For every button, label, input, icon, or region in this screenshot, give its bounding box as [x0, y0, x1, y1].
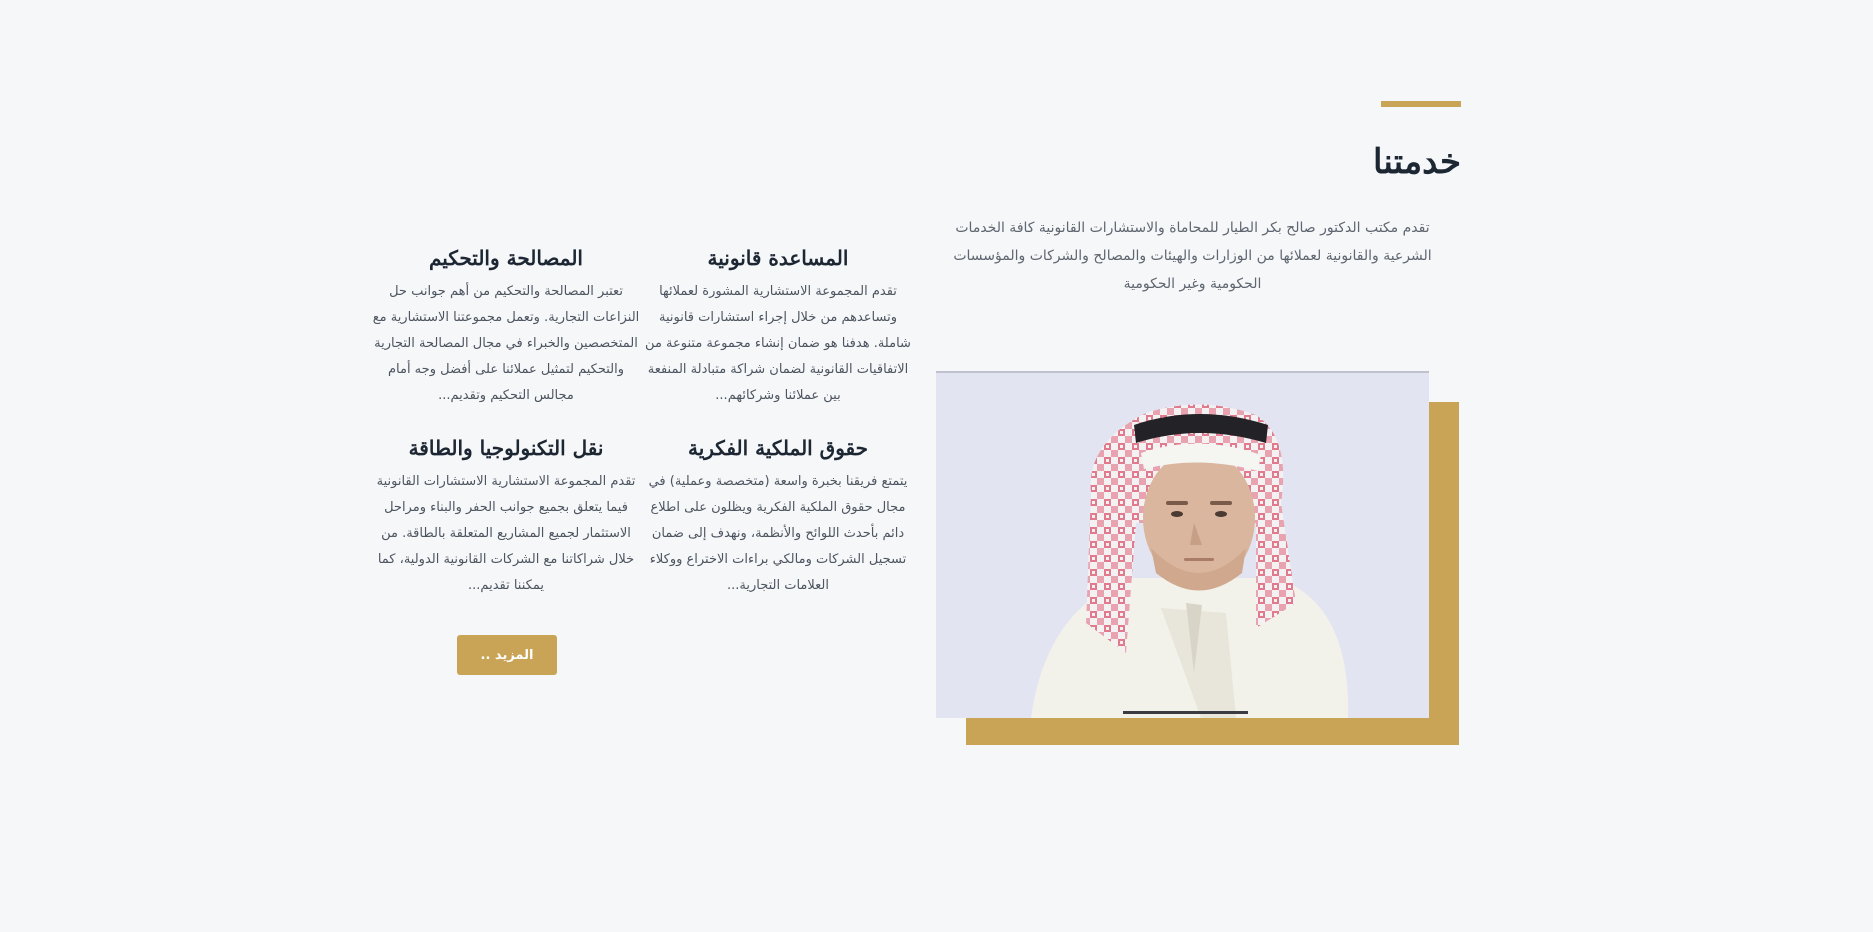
section-title: خدمتنا [1373, 142, 1461, 182]
service-description: يتمتع فريقنا بخبرة واسعة (متخصصة وعملية) في مجال حقوق الملكية الفكرية ويظلون على اطلاع دائم بأحدث اللوائح والأنظمة، ونهدف إلى ضمان تسجيل الشركات ومالكي براءات الاختراع ووكلاء العلامات التجارية... [648, 474, 908, 593]
service-title: نقل التكنولوجيا والطاقة [408, 436, 604, 460]
service-legal-assistance [642, 243, 914, 409]
service-title: حقوق الملكية الفكرية [687, 436, 869, 460]
section-intro: تقدم مكتب الدكتور صالح بكر الطيار للمحاماة والاستشارات القانونية كافة الخدمات الشرعية والقانونية لعملائها من الوزارات والهيئات والمصالح والشركات والمؤسسات الحكومية وغير الحكومية [953, 220, 1432, 292]
service-title: المصالحة والتحكيم [429, 246, 583, 270]
more-button[interactable]: المزيد .. [457, 635, 557, 675]
title-accent-line [1381, 101, 1461, 107]
service-technology-energy [370, 433, 642, 599]
founder-portrait [936, 371, 1429, 718]
service-reconciliation-arbitration [370, 243, 642, 409]
service-description: تقدم المجموعة الاستشارية الاستشارات القانونية فيما يتعلق بجميع جوانب الحفر والبناء ومراحل الاستثمار لجميع المشاريع المتعلقة بالطاقة. من خلال شراكاتنا مع الشركات القانونية الدولية، كما يمكننا تقديم... [376, 474, 636, 593]
service-title: المساعدة قانونية [707, 246, 849, 270]
service-intellectual-property [642, 433, 914, 599]
service-description: تقدم المجموعة الاستشارية المشورة لعملائها وتساعدهم من خلال إجراء استشارات قانونية شاملة. هدفنا هو ضمان إنشاء مجموعة متنوعة من الاتفاقيات القانونية لضمان شراكة متبادلة المنفعة بين عملائنا وشركائهم... [645, 284, 911, 403]
service-description: تعتبر المصالحة والتحكيم من أهم جوانب حل النزاعات التجارية. وتعمل مجموعتنا الاستشارية مع المتخصصين والخبراء في مجال المصالحة التجارية والتحكيم لتمثيل عملائنا على أفضل وجه أمام مجالس التحكيم وتقديم... [372, 284, 640, 403]
